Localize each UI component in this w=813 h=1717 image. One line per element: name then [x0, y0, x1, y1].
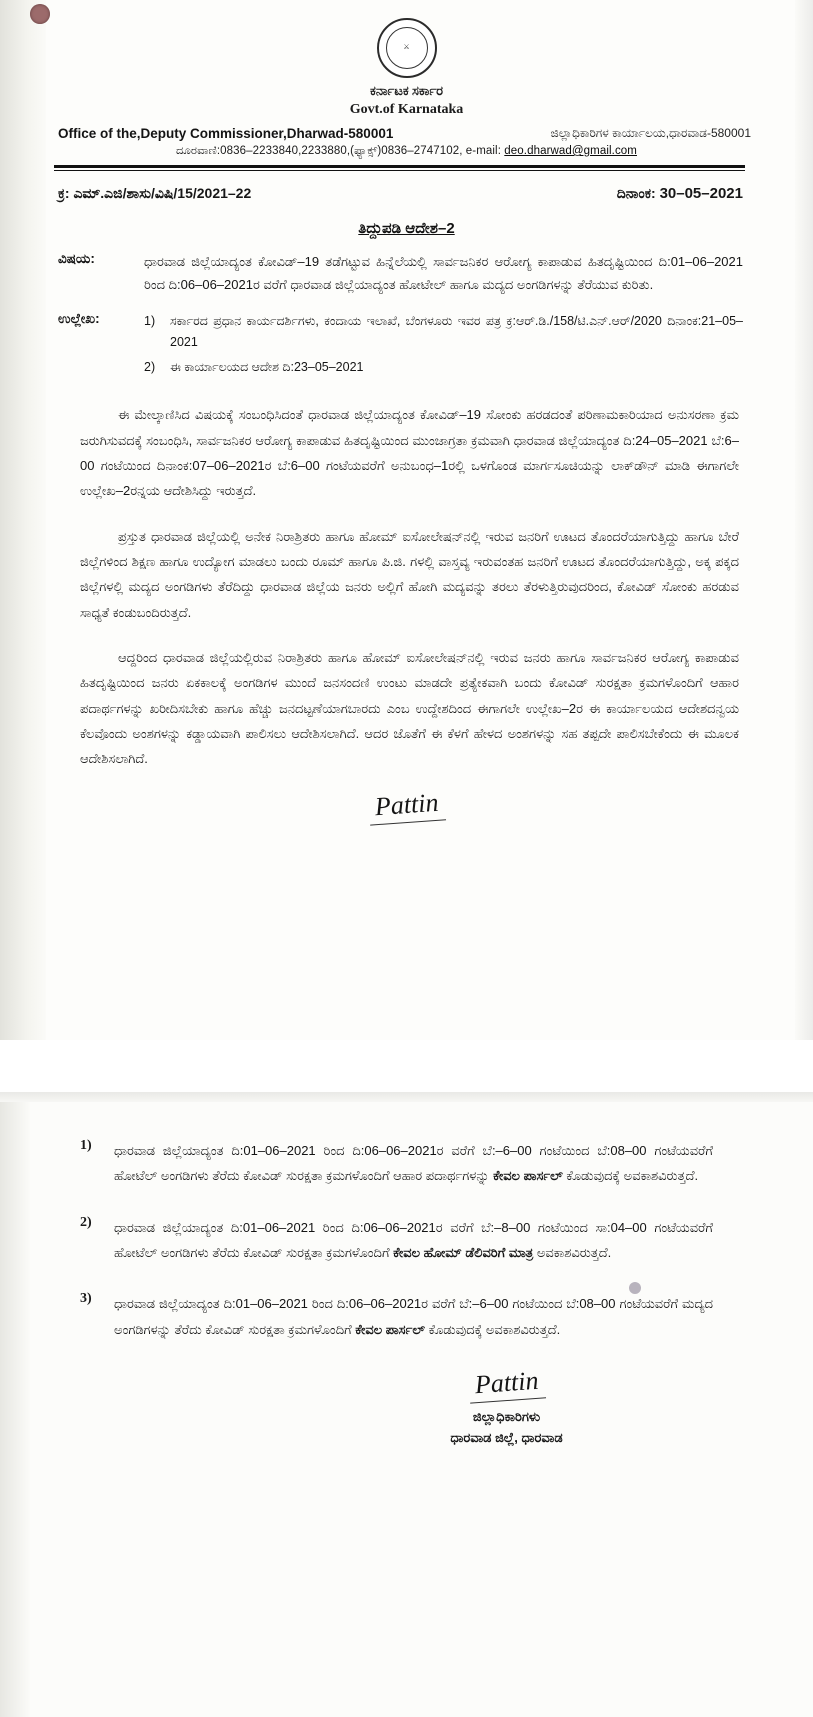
header-divider-thin — [54, 170, 745, 171]
signature-mark: Pattin — [368, 787, 446, 825]
reference-field — [40, 311, 773, 383]
office-address-kannada: ಜಿಲ್ಲಾಧಿಕಾರಿಗಳ ಕಾರ್ಯಾಲಯ,ಧಾರವಾಡ-580001 — [550, 126, 751, 140]
subject-label: ವಿಷಯ: — [58, 251, 95, 266]
signatory-designation: ಜಿಲ್ಲಾಧಿಕಾರಿಗಳು — [472, 1409, 541, 1425]
office-address-english: Office of the,Deputy Commissioner,Dharwad-580001 — [58, 126, 394, 141]
clause-text — [114, 1215, 713, 1266]
signature-area-page2 — [40, 1365, 773, 1449]
signature-area-page1 — [40, 787, 773, 823]
reference-item-text: ಸರ್ಕಾರದ ಪ್ರಧಾನ ಕಾರ್ಯದರ್ಶಿಗಳು, ಕಂದಾಯ ಇಲಾಖೆ, ಬೆಂಗಳೂರು ಇವರ ಪತ್ರ ಕ್ರ:ಆರ್.ಡಿ./158/ಟಿ.ಎನ್.ಆರ್/2020 ದಿನಾಂಕ:21–05–2021 — [170, 313, 743, 349]
clause-highlight: ಕೇವಲ ಪಾರ್ಸಲ್ — [493, 1168, 563, 1184]
date-value: 30–05–2021 — [659, 185, 743, 202]
clause-number: 2) — [80, 1214, 92, 1230]
clause-text-a: ಧಾರವಾಡ ಜಿಲ್ಲೆಯಾದ್ಯಂತ ದಿ:01–06–2021 ರಿಂದ ದಿ:06–06–2021ರ ವರೆಗೆ ಬೆ:–8–00 ಗಂಟೆಯಿಂದ ಸಾ:04–00 ಗಂಟೆಯವರೆಗೆ ಹೋಟೆಲ್ ಅಂಗಡಿಗಳು ತೆರೆದು ಕೋವಿಡ್ ಸುರಕ್ಷತಾ ಕ್ರಮಗಳೊಂದಿಗೆ — [114, 1219, 713, 1261]
clause-text — [114, 1291, 713, 1342]
reference-list — [144, 311, 743, 379]
scan-artifact-dot-2 — [629, 1282, 641, 1294]
reference-body — [144, 311, 743, 383]
list-item — [144, 311, 743, 354]
reference-item-text: ಈ ಕಾರ್ಯಾಲಯದ ಆದೇಶ ದಿ:23–05–2021 — [170, 360, 364, 374]
subject-field — [40, 251, 773, 297]
header-govt-kannada: ಕರ್ನಾಟಕ ಸರ್ಕಾರ — [370, 83, 443, 98]
contact-row — [40, 145, 773, 158]
clause-highlight: ಕೇವಲ ಪಾರ್ಸಲ್ — [355, 1321, 425, 1337]
reference-item-number: 1) — [144, 313, 156, 328]
header-divider — [54, 165, 745, 168]
document-title: ತಿದ್ದುಪಡಿ ಆದೇಶ–2 — [358, 220, 455, 237]
clause-number: 3) — [80, 1291, 92, 1307]
body-paragraph-2: ಪ್ರಸ್ತುತ ಧಾರವಾಡ ಜಿಲ್ಲೆಯಲ್ಲಿ ಅನೇಕ ನಿರಾಶ್ರಿತರು ಹಾಗೂ ಹೋಮ್ ಐಸೋಲೇಷನ್‌ನಲ್ಲಿ ಇರುವ ಜನರಿಗೆ ಊಟದ ತೊಂದರೆಯಾಗುತ್ತಿದ್ದು ಹಾಗೂ ಬೇರೆ ಜಿಲ್ಲೆಗಳಿಂದ ಶಿಕ್ಷಣ ಹಾಗೂ ಉದ್ಯೋಗ ಮಾಡಲು ಬಂದು ರೂಮ್ ಹಾಗೂ ಪಿ.ಜಿ. ಗಳಲ್ಲಿ ವಾಸ್ತವ್ಯ ಇರುವಂತಹ ಜನರಿಗೆ ಊಟದ ತೊಂದರೆಯಾಗುತ್ತಿದ್ದು, ಅಕ್ಕ ಪಕ್ಕದ ಜಿಲ್ಲೆಗಳಲ್ಲಿ ಮದ್ಯದ ಅಂಗಡಿಗಳು ತೆರೆದಿದ್ದು ಧಾರವಾಡ ಜಿಲ್ಲೆಯ ಜನರು ಅಲ್ಲಿಗೆ ಹೋಗಿ ಮದ್ಯವನ್ನು ತರಲು ತೆರಳುತ್ತಿರುವುದರಿಂದ, ಕೋವಿಡ್ ಸೋಂಕು ಹರಡುವ ಸಾಧ್ಯತೆ ಕಂಡುಬಂದಿರುತ್ತದೆ. — [80, 528, 739, 620]
email-link[interactable]: deo.dharwad@gmail.com — [504, 145, 637, 157]
clause-text-a: ಧಾರವಾಡ ಜಿಲ್ಲೆಯಾದ್ಯಂತ ದಿ:01–06–2021 ರಿಂದ ದಿ:06–06–2021ರ ವರೆಗೆ ಬೆ:–6–00 ಗಂಟೆಯಿಂದ ಬೆ:08–00 ಗಂಟೆಯವರೆಗೆ ಮದ್ಯದ ಅಂಗಡಿಗಳನ್ನು ತೆರೆದು ಕೋವಿಡ್ ಸುರಕ್ಷತಾ ಕ್ರಮಗಳೊಂದಿಗೆ — [114, 1296, 713, 1337]
list-item — [80, 1138, 713, 1189]
signatory-office: ಧಾರವಾಡ ಜಿಲ್ಲೆ, ಧಾರವಾಡ — [450, 1429, 563, 1445]
subject-text: ಧಾರವಾಡ ಜಿಲ್ಲೆಯಾದ್ಯಂತ ಕೋವಿಡ್–19 ತಡೆಗಟ್ಟುವ ಹಿನ್ನೆಲೆಯಲ್ಲಿ ಸಾರ್ವಜನಿಕರ ಆರೋಗ್ಯ ಕಾಪಾಡುವ ಹಿತದೃಷ್ಟಿಯಿಂದ ದಿ:01–06–2021 ರಿಂದ ದಿ:06–06–2021ರ ವರೆಗೆ ಧಾರವಾಡ ಜಿಲ್ಲೆಯಾದ್ಯಂತ ಹೋಟೇಲ್ ಹಾಗೂ ಮದ್ಯದ ಅಂಗಡಿಗಳನ್ನು ತೆರೆಯುವ ಕುರಿತು. — [144, 254, 743, 292]
body-paragraph-1: ಈ ಮೇಲ್ಕಾಣಿಸಿದ ವಿಷಯಕ್ಕೆ ಸಂಬಂಧಿಸಿದಂತೆ ಧಾರವಾಡ ಜಿಲ್ಲೆಯಾದ್ಯಂತ ಕೋವಿಡ್–19 ಸೋಂಕು ಹರಡದಂತೆ ಪರಿಣಾಮಕಾರಿಯಾದ ಅನುಸರಣಾ ಕ್ರಮ ಜರುಗಿಸುವದಕ್ಕೆ ಸಂಬಂಧಿಸಿ, ಸಾರ್ವಜನಿಕರ ಆರೋಗ್ಯ ಕಾಪಾಡುವ ಹಿತದೃಷ್ಟಿಯಿಂದ ಮುಂಜಾಗ್ರತಾ ಕ್ರಮವಾಗಿ ಧಾರವಾಡ ಜಿಲ್ಲೆಯಾದ್ಯಂತ ದಿ:24–05–2021 ಬೆ:6–00 ಗಂಟೆಯಿಂದ ದಿನಾಂಕ:07–06–2021ರ ಬೆ:6–00 ಗಂಟೆಯವರೆಗೆ ಅನುಬಂಧ–1ರಲ್ಲಿ ಒಳಗೊಂಡ ಮಾರ್ಗಸೂಚಿಯನ್ನು ಲಾಕ್‌ಡೌನ್ ಮಾಡಿ ಈಗಾಗಲೇ ಉಲ್ಲೇಖ–2ರನ್ನಯ ಆದೇಶಿಸಿದ್ದು ಇರುತ್ತದೆ. — [80, 407, 739, 499]
phone-text: ದೂರವಾಣಿ:0836–2233840,2233880,(ಫ್ಯಾಕ್ಸ್)0836–2747102, e-mail: — [176, 145, 505, 157]
signature-mark: Pattin — [468, 1365, 546, 1403]
clause-number: 1) — [80, 1138, 92, 1153]
page-gap — [0, 1040, 813, 1092]
list-item — [144, 357, 743, 378]
emblem-inner-glyph: ⚔ — [386, 27, 428, 69]
document-sheet-2 — [0, 1102, 813, 1717]
karnataka-emblem-icon — [377, 18, 437, 78]
signatory-block — [450, 1407, 562, 1449]
clause-text-b: ಕೊಡುವುದಕ್ಕೆ ಅವಕಾಶವಿರುತ್ತದೆ. — [562, 1168, 699, 1184]
clause-list — [40, 1102, 773, 1342]
date-label: ದಿನಾಂಕ: — [616, 185, 656, 201]
body-paragraph-3: ಆದ್ದರಿಂದ ಧಾರವಾಡ ಜಿಲ್ಲೆಯಲ್ಲಿರುವ ನಿರಾಶ್ರಿತರು ಹಾಗೂ ಹೋಮ್ ಐಸೋಲೇಷನ್‌ನಲ್ಲಿ ಇರುವ ಜನರು ಹಾಗೂ ಸಾರ್ವಜನಿಕರ ಆರೋಗ್ಯ ಕಾಪಾಡುವ ಹಿತದೃಷ್ಟಿಯಿಂದ ಜನರು ಏಕಕಾಲಕ್ಕೆ ಅಂಗಡಿಗಳ ಮುಂದೆ ಜನಸಂದಣಿ ಉಂಟು ಮಾಡದೇ ಪ್ರತ್ಯೇಕವಾಗಿ ಬಂದು ಕೋವಿಡ್ ಸುರಕ್ಷತಾ ಕ್ರಮಗಳೊಂದಿಗೆ ಆಹಾರ ಪದಾರ್ಥಗಳನ್ನು ಖರೀದಿಸಬೇಕು ಹಾಗೂ ಹೆಚ್ಚು ಜನದಟ್ಟಣೆಯಾಗಬಾರದು ಎಂಬ ಉದ್ದೇಶದಿಂದ ಈಗಾಗಲೇ ಉಲ್ಲೇಖ–2ರ ಈ ಕಾರ್ಯಾಲಯದ ಆದೇಶದನ್ವಯ ಕೆಲವೊಂದು ಅಂಶಗಳನ್ನು ಕಡ್ಡಾಯವಾಗಿ ಪಾಲಿಸಲು ಆದೇಶಿಸಲಾಗಿದೆ. ಆದರ ಜೊತೆಗೆ ಈ ಕೆಳಗೆ ಹೇಳದ ಅಂಶಗಳನ್ನು ಸಹ ತಪ್ಪದೇ ಪಾಲಿಸಬೇಕೆಂದು ಈ ಮೂಲಕ ಆದೇಶಿಸಲಾಗಿದೆ. — [80, 650, 739, 767]
page-edge-shadow — [0, 1092, 813, 1102]
clause-highlight: ಕೇವಲ ಹೋಮ್ ಡೆಲಿವರಿಗೆ ಮಾತ್ರ — [393, 1245, 534, 1261]
list-item — [80, 1215, 713, 1266]
clause-text-b: ಅವಕಾಶವಿರುತ್ತದೆ. — [533, 1245, 612, 1261]
reference-number: ಕ್ರ: ಎಮ್.ಎಜಿ/ಶಾಸು/ವಿಷಿ/15/2021–22 — [58, 185, 252, 201]
reference-label: ಉಲ್ಲೇಖ: — [58, 310, 100, 326]
list-item — [80, 1291, 713, 1342]
issue-date — [617, 185, 743, 202]
emblem-container — [40, 0, 773, 78]
office-address-row — [40, 126, 773, 141]
clause-text — [114, 1138, 713, 1189]
clause-text-a: ಧಾರವಾಡ ಜಿಲ್ಲೆಯಾದ್ಯಂತ ದಿ:01–06–2021 ರಿಂದ ದಿ:06–06–2021ರ ವರೆಗೆ ಬೆ:–6–00 ಗಂಟೆಯಿಂದ ಬೆ:08–00 ಗಂಟೆಯವರೆಗೆ ಹೋಟೆಲ್ ಅಂಗಡಿಗಳು ತೆರೆದು ಕೋವಿಡ್ ಸುರಕ್ಷತಾ ಕ್ರಮಗಳೊಂದಿಗೆ ಆಹಾರ ಪದಾರ್ಥಗಳನ್ನು — [114, 1143, 713, 1184]
scan-artifact-dot — [30, 4, 50, 24]
reference-item-number: 2) — [144, 360, 156, 374]
clause-text-b: ಕೊಡುವುದಕ್ಕೆ ಅವಕಾಶವಿರುತ್ತದೆ. — [424, 1321, 561, 1337]
reference-date-row — [58, 185, 743, 202]
header-govt-english: Govt.of Karnataka — [349, 102, 464, 117]
